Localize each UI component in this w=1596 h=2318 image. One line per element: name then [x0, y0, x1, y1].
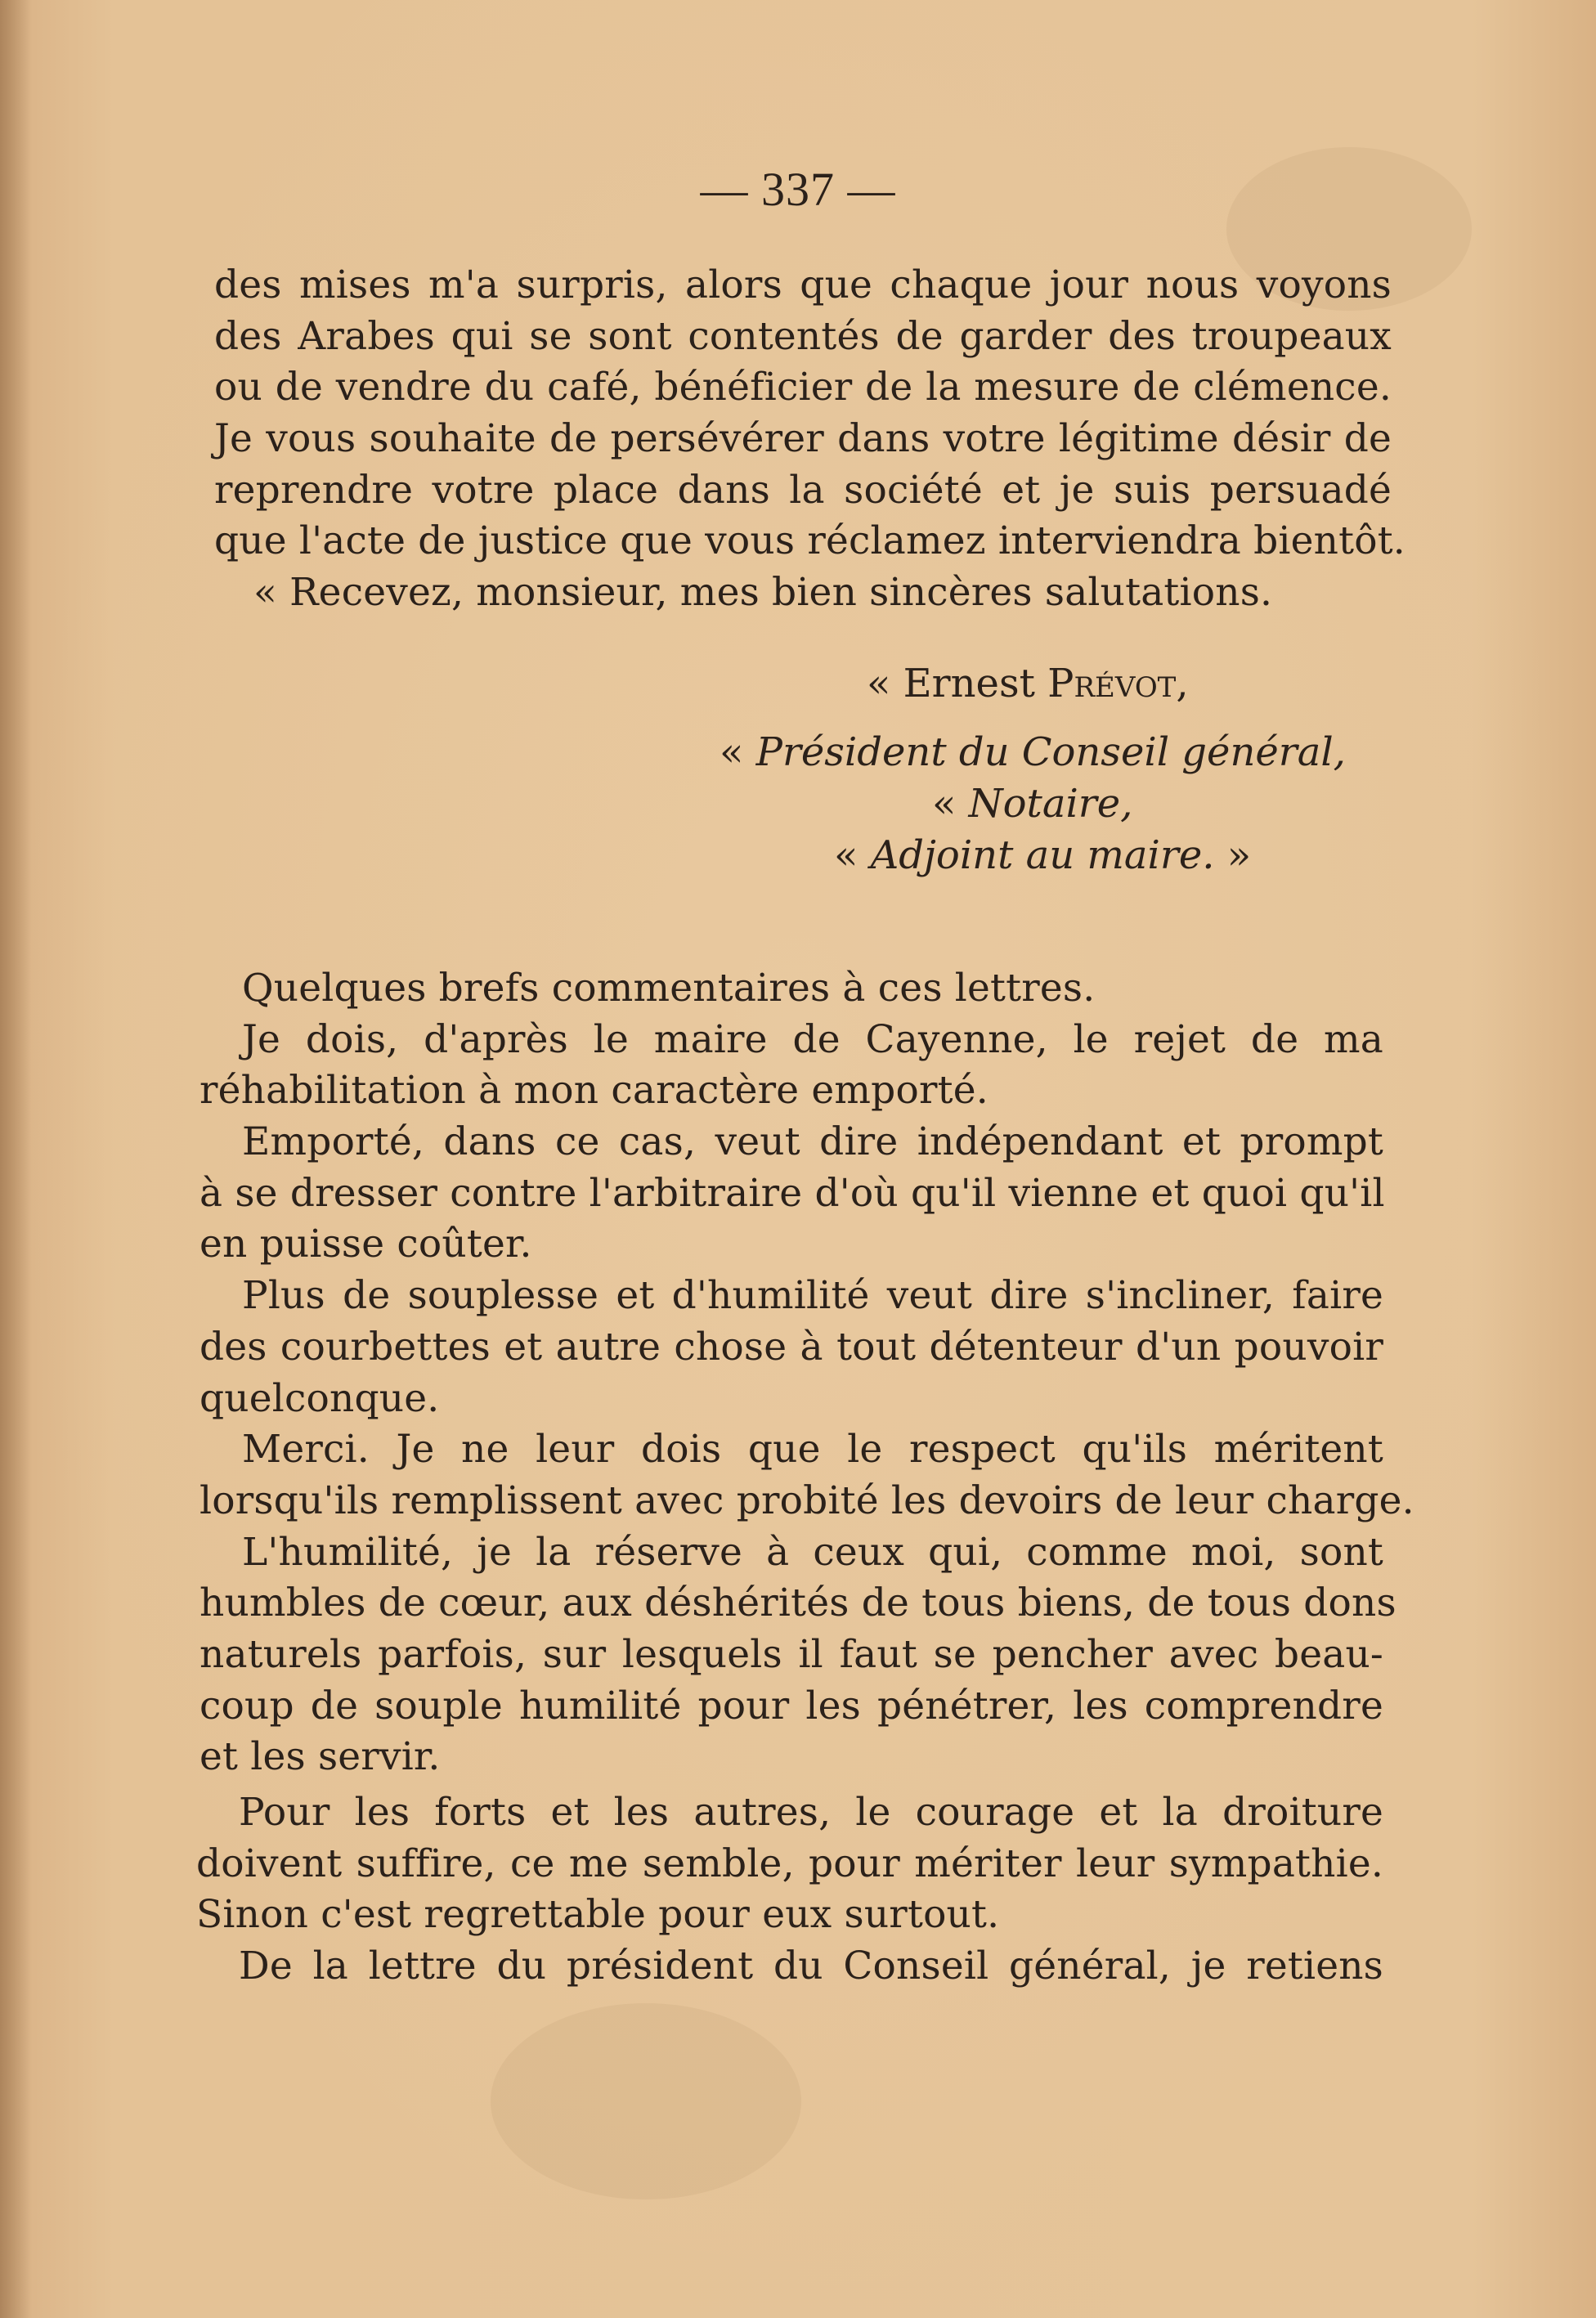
text-line: en puisse coûter. — [200, 1222, 532, 1267]
text-line: des Arabes qui se sont contentés de garder des troupeaux — [214, 313, 1392, 359]
text-line: que l'acte de justice que vous réclamez interviendra bientôt. — [214, 518, 1405, 564]
text-line: Plus de souplesse et d'humilité veut dire s'incliner, faire — [242, 1273, 1383, 1319]
text-line: coup de souple humilité pour les pénétrer, les comprendre — [200, 1683, 1383, 1728]
text-line: Je vous souhaite de persévérer dans votre légitime désir de — [214, 416, 1392, 462]
signature-title-text: Adjoint au maire. — [870, 832, 1215, 878]
signature-title — [834, 832, 1251, 878]
text-line: Merci. Je ne leur dois que le respect qu'ils méritent — [242, 1427, 1383, 1473]
page-spine-shadow — [0, 0, 31, 2318]
text-line: Sinon c'est regrettable pour eux surtout. — [196, 1892, 1000, 1938]
text-line: Pour les forts et les autres, le courage et la droiture — [239, 1790, 1383, 1835]
page-number: — 337 — — [700, 163, 896, 216]
signature-first-name: Ernest — [903, 661, 1035, 706]
quote-mark: » — [1226, 832, 1252, 878]
text-line: des mises m'a surpris, alors que chaque jour nous voyons — [214, 262, 1392, 307]
signature-last-name: Prévot, — [1047, 661, 1189, 706]
quote-mark: « — [834, 832, 859, 878]
quote-mark: « — [720, 729, 744, 775]
text-line: et les servir. — [200, 1734, 441, 1780]
text-line: des courbettes et autre chose à tout détenteur d'un pouvoir — [200, 1324, 1383, 1370]
letter-paragraph — [214, 260, 1405, 619]
signature-name — [867, 661, 1189, 706]
quote-mark: « — [932, 781, 957, 827]
letter-closing: « Recevez, monsieur, mes bien sincères salutations. — [253, 570, 1273, 616]
text-line: Je dois, d'après le maire de Cayenne, le rejet de ma — [242, 1016, 1383, 1062]
text-line: doivent suffire, ce me semble, pour mériter leur sympathie. — [196, 1841, 1383, 1886]
quote-mark: « — [867, 661, 891, 706]
text-line: réhabilitation à mon caractère emporté. — [200, 1068, 989, 1114]
text-line: humbles de cœur, aux déshérités de tous biens, de tous dons — [200, 1580, 1396, 1626]
text-line: lorsqu'ils remplissent avec probité les devoirs de leur charge. — [200, 1477, 1414, 1523]
signature-title — [720, 729, 1346, 775]
signature-title-text: Notaire, — [968, 781, 1133, 827]
text-line: Quelques brefs commentaires à ces lettres. — [242, 966, 1096, 1011]
text-line: naturels parfois, sur lesquels il faut se pencher avec beau- — [200, 1631, 1383, 1677]
text-line: à se dresser contre l'arbitraire d'où qu'il vienne et quoi qu'il — [200, 1170, 1385, 1216]
final-paragraphs — [196, 1787, 1383, 1993]
signature-title-text: Président du Conseil général, — [755, 729, 1346, 775]
commentary-paragraphs — [200, 963, 1414, 1783]
signature-title — [932, 781, 1132, 827]
paper-stain — [491, 2003, 801, 2199]
text-line: ou de vendre du café, bénéficier de la mesure de clémence. — [214, 365, 1392, 410]
text-line: Emporté, dans ce cas, veut dire indépendant et prompt — [242, 1119, 1383, 1165]
text-line: quelconque. — [200, 1375, 440, 1421]
text-line: L'humilité, je la réserve à ceux qui, comme moi, sont — [242, 1529, 1383, 1575]
text-line: De la lettre du président du Conseil général, je retiens — [239, 1944, 1383, 1989]
text-line: reprendre votre place dans la société et je suis persuadé — [214, 467, 1392, 513]
